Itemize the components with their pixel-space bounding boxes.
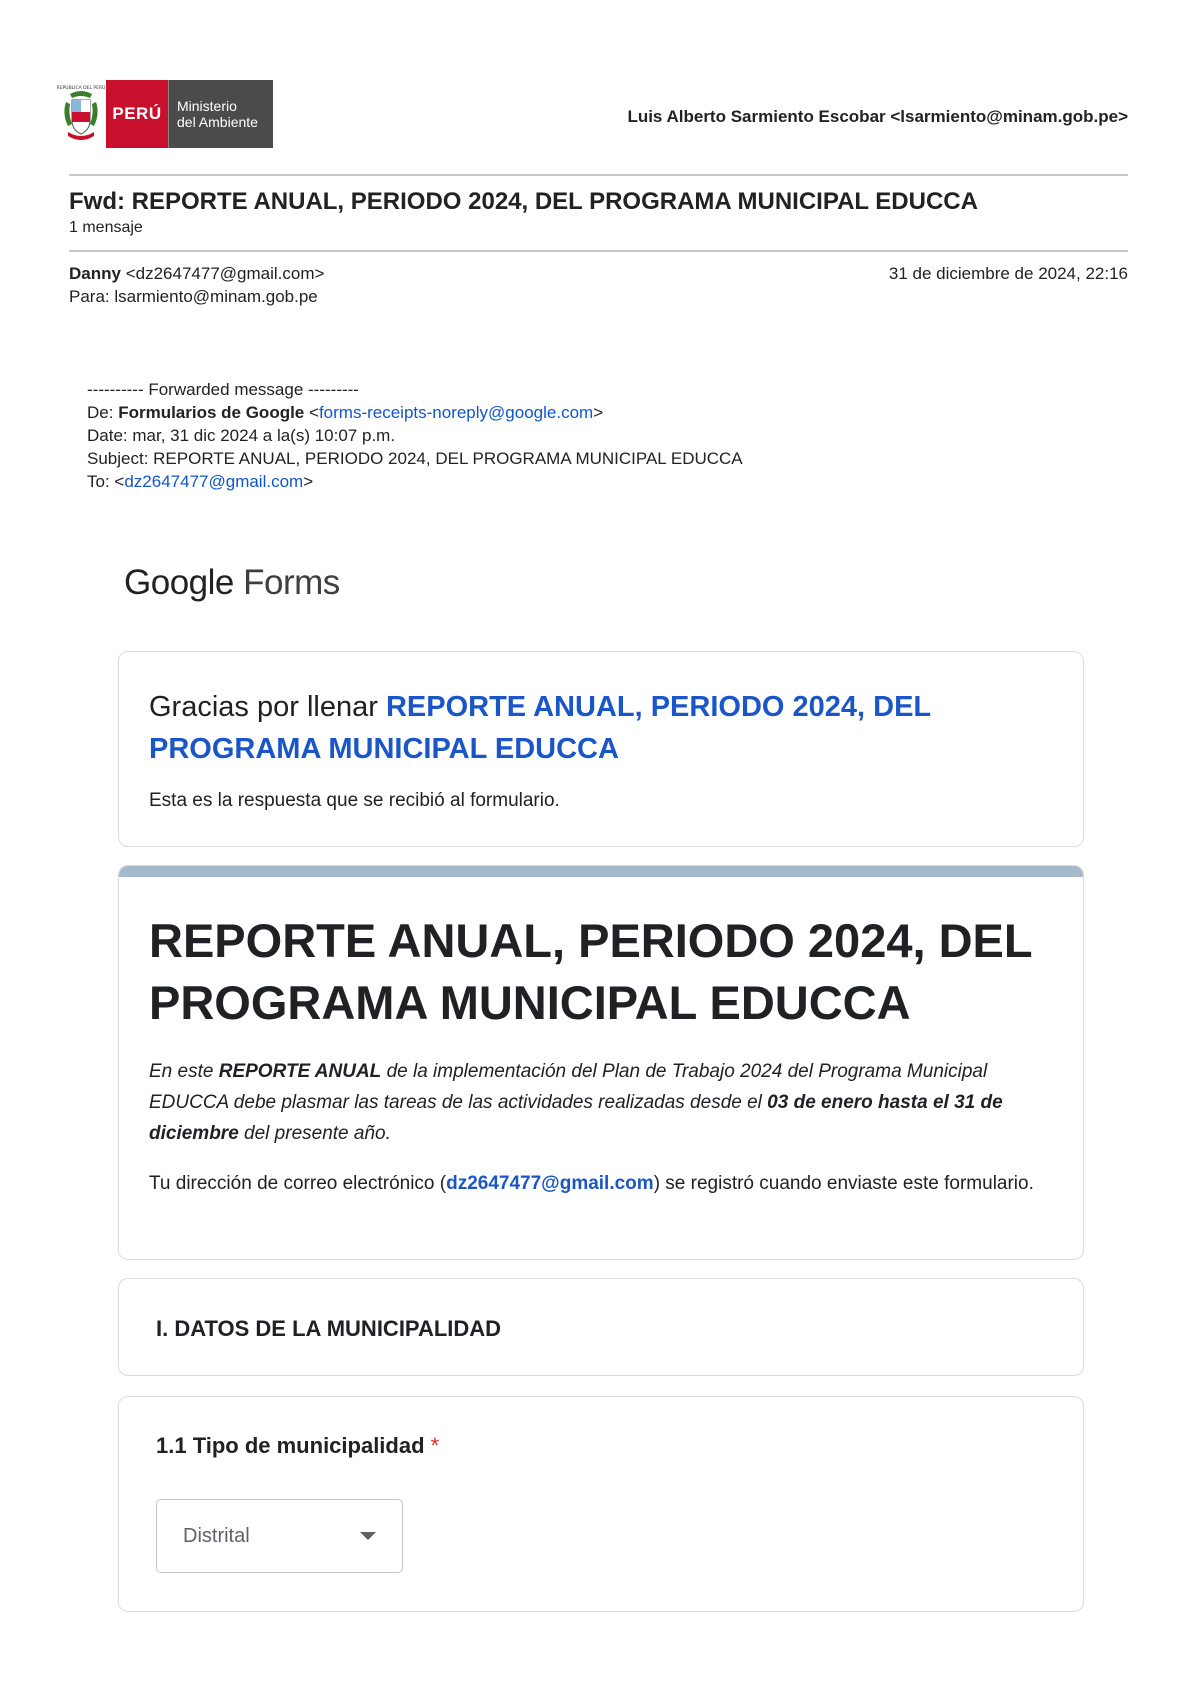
fwd-from-name: Formularios de Google [118,403,305,422]
question-card [118,1396,1084,1612]
fwd-to-label: To: < [87,472,125,491]
fwd-bracket: < [304,403,319,422]
question-label: 1.1 Tipo de municipalidad [156,1433,425,1458]
email-recorded-note [149,1168,1059,1199]
fwd-to-email-link[interactable]: dz2647477@gmail.com [124,472,304,491]
forwarded-header [87,378,743,493]
section-title: I. DATOS DE LA MUNICIPALIDAD [156,1316,502,1341]
message-count: 1 mensaje [69,219,143,236]
logo-ministry-line1: Ministerio [177,98,237,114]
forwarded-to [87,470,743,493]
from-address: <dz2647477@gmail.com> [125,264,325,283]
account-name: Luis Alberto Sarmiento Escobar <lsarmiento@minam.gob.pe> [627,107,1128,126]
fwd-bracket: > [593,403,604,422]
thanks-message [149,686,1009,770]
forwarded-from [87,401,743,424]
form-title: REPORTE ANUAL, PERIODO 2024, DEL PROGRAMA MUNICIPAL EDUCCA [149,914,1032,1029]
fwd-from-label: De: [87,403,119,422]
form-header-card [118,865,1084,1260]
divider [69,174,1128,176]
desc-text: En este [149,1061,219,1082]
google-forms-logo [124,563,340,603]
fwd-from-email-link[interactable]: forms-receipts-noreply@google.com [318,403,594,422]
from-name: Danny [69,264,121,283]
email-date: 31 de diciembre de 2024, 22:16 [888,264,1128,283]
divider [69,250,1128,252]
email-from [69,264,324,284]
form-description [149,1056,1059,1149]
dropdown-value: Distrital [183,1524,250,1547]
note-text: Tu dirección de correo electrónico ( [149,1173,447,1194]
form-accent-bar [119,866,1083,877]
minam-logo [56,80,273,148]
forwarded-date: Date: mar, 31 dic 2024 a la(s) 10:07 p.m. [87,426,396,445]
required-mark: * [430,1433,440,1458]
google-wordmark: Google [124,563,234,602]
email-subject: Fwd: REPORTE ANUAL, PERIODO 2024, DEL PROGRAMA MUNICIPAL EDUCCA [69,188,978,215]
desc-text: de la implementación del Plan de Trabajo 2024 del Programa Municipal EDUCCA debe plasmar las tareas de las actividades realizadas desde el [149,1061,988,1113]
desc-bold: 03 de enero hasta el 31 de diciembre [149,1092,1003,1144]
desc-bold: REPORTE ANUAL [218,1061,382,1082]
logo-ministry-line2: del Ambiente [177,114,258,130]
peru-crest-icon [56,80,106,148]
note-text: ) se registró cuando enviaste este formulario. [653,1173,1034,1194]
fwd-bracket: > [303,472,314,491]
municipality-type-dropdown[interactable] [156,1499,403,1573]
forwarded-subject: Subject: REPORTE ANUAL, PERIODO 2024, DEL PROGRAMA MUNICIPAL EDUCCA [87,449,743,468]
question-title [156,1433,439,1459]
thanks-card [118,651,1084,847]
section-card [118,1278,1084,1376]
thanks-prefix: Gracias por llenar [149,691,386,723]
forms-wordmark: Forms [233,563,340,602]
respondent-email: dz2647477@gmail.com [446,1173,654,1194]
form-name-link[interactable]: REPORTE ANUAL, PERIODO 2024, DEL PROGRAMA MUNICIPAL EDUCCA [149,691,931,765]
forwarded-separator: ---------- Forwarded message --------- [87,380,359,399]
chevron-down-icon [360,1532,376,1540]
svg-text:REPÚBLICA DEL PERÚ: REPÚBLICA DEL PERÚ [56,86,106,91]
desc-text: del presente año. [238,1123,391,1144]
received-note: Esta es la respuesta que se recibió al formulario. [149,790,560,811]
email-to: Para: lsarmiento@minam.gob.pe [69,287,318,306]
logo-country: PERÚ [106,80,168,148]
logo-ministry [168,80,273,148]
